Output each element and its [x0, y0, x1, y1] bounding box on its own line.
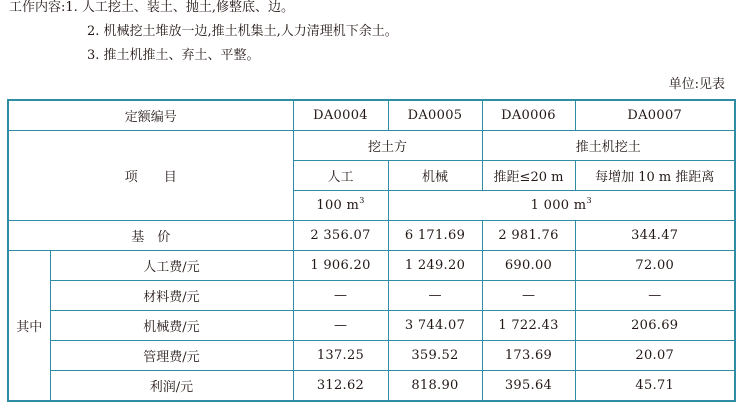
table-row-base-price: [8, 221, 735, 251]
work-content-item-1: 1. 人工挖土、装土、抛土,修整底、边。: [65, 0, 295, 15]
row-label: 材料费/元: [50, 281, 293, 311]
row-value: 45.71: [575, 371, 735, 402]
row-value: 72.00: [575, 251, 735, 281]
sub-header-cell: 机械: [388, 161, 482, 191]
row-value: 690.00: [482, 251, 575, 281]
row-value: 818.90: [388, 371, 482, 402]
table-row: [8, 251, 735, 281]
group-header-bulldozer: 推土机挖土: [482, 131, 735, 161]
row-value: 173.69: [482, 341, 575, 371]
row-value: 1 906.20: [293, 251, 388, 281]
among-label: 其中: [8, 251, 50, 402]
quota-table: [7, 99, 736, 402]
work-content-label: 工作内容:: [9, 0, 66, 15]
code-cell: DA0006: [482, 100, 575, 131]
row-value: —: [575, 281, 735, 311]
code-cell: DA0005: [388, 100, 482, 131]
unit-exponent: 3: [359, 196, 365, 205]
row-value: —: [293, 281, 388, 311]
row-value: 1 722.43: [482, 311, 575, 341]
row-label: 利润/元: [50, 371, 293, 402]
row-value: 395.64: [482, 371, 575, 402]
table-row-codes: [8, 100, 735, 131]
row-value: 206.69: [575, 311, 735, 341]
base-price-cell: 2 356.07: [293, 221, 388, 251]
unit-note: 单位:见表: [668, 77, 725, 92]
row-value: 3 744.07: [388, 311, 482, 341]
table-row: [8, 281, 735, 311]
unit-manual-text: 100 m: [316, 198, 360, 213]
unit-cell-manual: [293, 191, 388, 221]
unit-machine-text: 1 000 m: [530, 198, 587, 213]
row-value: 1 249.20: [388, 251, 482, 281]
work-content-item-2: 2. 机械挖土堆放一边,推土机集土,人力清理机下余土。: [87, 24, 398, 39]
sub-header-cell: 每增加 10 m 推距离: [575, 161, 735, 191]
code-cell: DA0004: [293, 100, 388, 131]
base-price-cell: 6 171.69: [388, 221, 482, 251]
row-label: 人工费/元: [50, 251, 293, 281]
row-value: 137.25: [293, 341, 388, 371]
unit-exponent: 3: [586, 196, 592, 205]
work-content-line-1: [9, 0, 294, 16]
code-cell: DA0007: [575, 100, 735, 131]
quota-code-label: 定额编号: [8, 100, 293, 131]
base-price-label: 基 价: [8, 221, 293, 251]
sub-header-cell: 人工: [293, 161, 388, 191]
table-row: [8, 311, 735, 341]
table-row: [8, 341, 735, 371]
row-value: 359.52: [388, 341, 482, 371]
row-value: 20.07: [575, 341, 735, 371]
unit-cell-machine: [388, 191, 735, 221]
row-value: —: [293, 311, 388, 341]
sub-header-cell: 推距≤20 m: [482, 161, 575, 191]
work-content-item-3: 3. 推土机推土、弃土、平整。: [87, 48, 260, 63]
item-label: 项 目: [8, 131, 293, 221]
row-value: 312.62: [293, 371, 388, 402]
base-price-cell: 2 981.76: [482, 221, 575, 251]
row-label: 机械费/元: [50, 311, 293, 341]
table-row-group-headers: [8, 131, 735, 161]
row-label: 管理费/元: [50, 341, 293, 371]
table-row: [8, 371, 735, 402]
row-value: —: [388, 281, 482, 311]
row-value: —: [482, 281, 575, 311]
base-price-cell: 344.47: [575, 221, 735, 251]
group-header-earthwork: 挖土方: [293, 131, 482, 161]
